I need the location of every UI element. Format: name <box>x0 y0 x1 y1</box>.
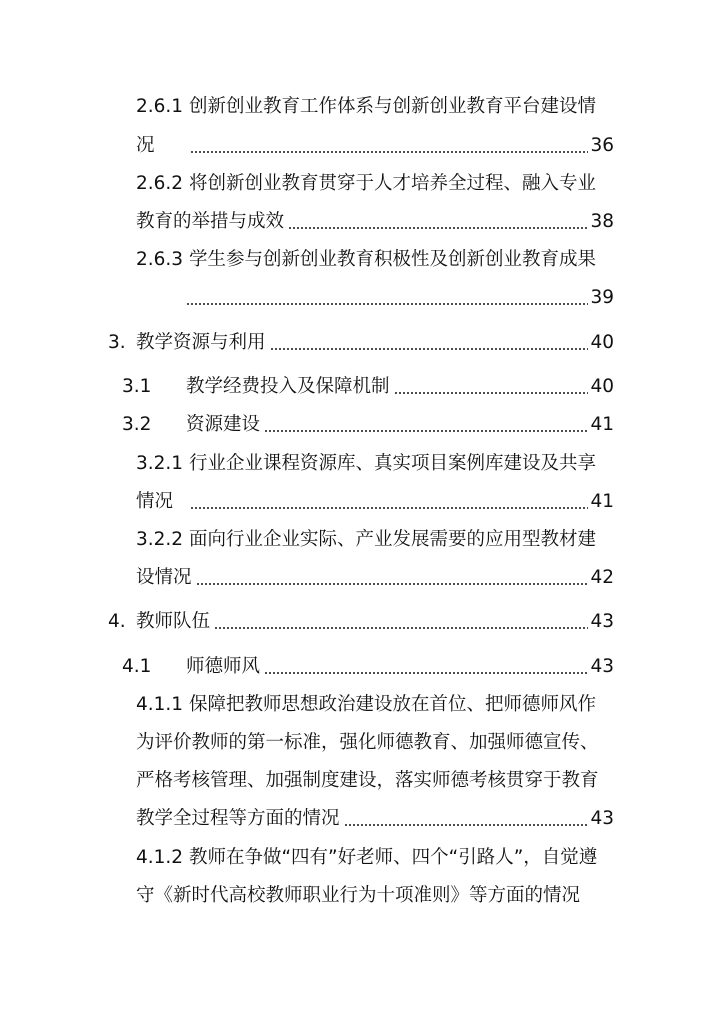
page-number: 43 <box>590 611 614 632</box>
dot-leader <box>344 824 589 826</box>
toc-entry-3[interactable] <box>108 330 614 356</box>
toc-entry-3-1[interactable] <box>122 374 614 400</box>
toc-entry-2-6-3[interactable] <box>136 247 596 273</box>
toc-entry-number: 3. <box>108 332 126 353</box>
toc-entry-4-1-2[interactable] <box>136 845 597 871</box>
page-number: 42 <box>590 567 614 588</box>
toc-entry-text: 4.1.1 保障把教师思想政治建设放在首位、把师德师风作 <box>136 694 596 715</box>
dot-leader <box>270 348 589 350</box>
toc-entry-4[interactable] <box>108 609 614 635</box>
toc-entry-text: 教育的举措与成效 <box>136 211 285 232</box>
dot-leader <box>288 227 588 229</box>
toc-entry-3-2-2[interactable] <box>136 527 596 553</box>
toc-entry-2-6-3-cont[interactable] <box>186 285 614 311</box>
toc-entry-4-1[interactable] <box>122 654 614 680</box>
dot-leader <box>264 672 588 674</box>
page-number: 38 <box>590 211 614 232</box>
page-number: 43 <box>590 656 614 677</box>
toc-entry-2-6-2[interactable] <box>136 171 596 197</box>
toc-entry-text: 设情况 <box>136 567 192 588</box>
dot-leader <box>214 627 588 629</box>
toc-entry-3-2[interactable] <box>122 412 614 438</box>
toc-entry-4-1-1[interactable] <box>136 692 596 718</box>
toc-entry-text: 2.6.2 将创新创业教育贯穿于人才培养全过程、融入专业 <box>136 173 596 194</box>
toc-entry-number: 4. <box>108 611 126 632</box>
toc-entry-4-1-2-cont[interactable] <box>136 883 580 909</box>
toc-entry-4-1-1-cont[interactable] <box>136 768 599 794</box>
toc-entry-text: 教学经费投入及保障机制 <box>186 376 390 397</box>
page-number: 43 <box>590 808 614 829</box>
toc-entry-text: 资源建设 <box>186 414 261 435</box>
toc-entry-number: 4.1 <box>122 656 152 677</box>
toc-entry-number: 3.2 <box>122 414 152 435</box>
toc-entry-text: 严格考核管理、加强制度建设，落实师德考核贯穿于教育 <box>136 770 599 791</box>
toc-entry-text: 教学资源与利用 <box>136 332 266 353</box>
dot-leader <box>394 392 589 394</box>
toc-entry-text: 2.6.1 创新创业教育工作体系与创新创业教育平台建设情 <box>136 96 596 117</box>
toc-entry-number: 3.1 <box>122 376 152 397</box>
toc-entry-text: 3.2.2 面向行业企业实际、产业发展需要的应用型教材建 <box>136 529 596 550</box>
toc-entry-text: 教学全过程等方面的情况 <box>136 808 340 829</box>
toc-entry-3-2-2-cont[interactable] <box>136 565 614 591</box>
toc-entry-text: 师德师风 <box>186 656 261 677</box>
toc-entry-text: 2.6.3 学生参与创新创业教育积极性及创新创业教育成果 <box>136 249 596 270</box>
toc-entry-text: 3.2.1 行业企业课程资源库、真实项目案例库建设及共享 <box>136 453 596 474</box>
toc-entry-text: 4.1.2 教师在争做“四有”好老师、四个“引路人”，自觉遵 <box>136 847 598 868</box>
toc-entry-text: 守《新时代高校教师职业行为十项准则》等方面的情况 <box>136 885 581 906</box>
toc-entry-text: 为评价教师的第一标准，强化师德教育、加强师德宣传、 <box>136 732 599 753</box>
toc-entry-2-6-2-cont[interactable] <box>136 209 614 235</box>
toc-entry-3-2-1[interactable] <box>136 451 596 477</box>
toc-entry-4-1-1-cont[interactable] <box>136 806 614 832</box>
toc-entry-3-2-1-cont[interactable] <box>136 489 614 515</box>
toc-entry-text: 教师队伍 <box>136 611 211 632</box>
dot-leader <box>186 303 588 305</box>
page-number: 40 <box>590 332 614 353</box>
toc-entry-2-6-1-cont[interactable] <box>136 133 614 159</box>
dot-leader <box>196 583 589 585</box>
page-number: 39 <box>590 287 614 308</box>
dot-leader <box>264 430 588 432</box>
page-number: 40 <box>590 376 614 397</box>
dot-leader <box>190 507 588 509</box>
page-number: 41 <box>590 414 614 435</box>
page-number: 41 <box>590 491 614 512</box>
toc-entry-text: 况 <box>136 135 155 156</box>
dot-leader <box>190 151 588 153</box>
toc-entry-4-1-1-cont[interactable] <box>136 730 599 756</box>
toc-entry-text: 情况 <box>136 491 174 512</box>
page-number: 36 <box>590 135 614 156</box>
toc-entry-2-6-1[interactable] <box>136 94 596 120</box>
